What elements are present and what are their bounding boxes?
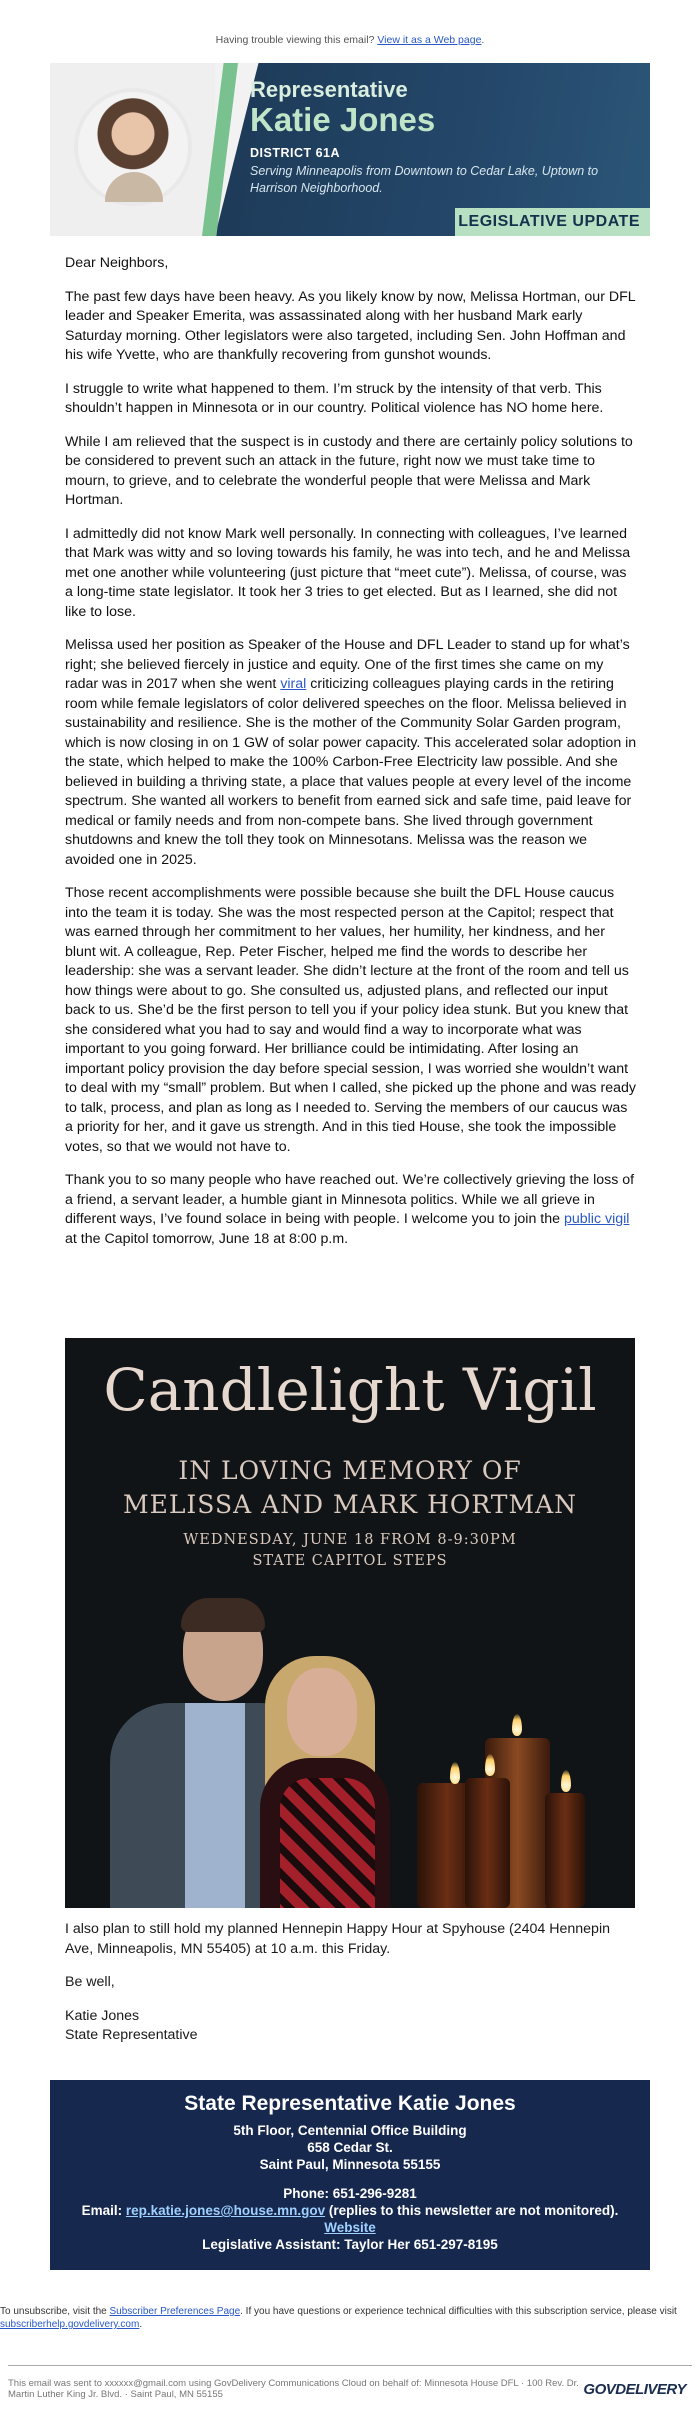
candle-2 bbox=[465, 1778, 510, 1908]
paragraph-2: I struggle to write what happened to them. I’m struck by the intensity of that verb. This shouldn’t happen in Minnesota or in our country. Political violence has NO home here. bbox=[65, 380, 604, 416]
unsub-text-b: . If you have questions or experience technical difficulties with this subscription service, please visit bbox=[240, 2306, 677, 2317]
flame-icon bbox=[450, 1762, 460, 1784]
banner-serving: Serving Minneapolis from Downtown to Cedar Lake, Uptown to Harrison Neighborhood. bbox=[250, 164, 599, 195]
poster-line-3: WEDNESDAY, JUNE 18 FROM 8-9:30PM bbox=[183, 1532, 517, 1548]
photo-woman-head bbox=[287, 1668, 357, 1756]
unsubscribe-note bbox=[0, 2305, 700, 2331]
contact-address-1: 5th Floor, Centennial Office Building bbox=[233, 2123, 467, 2138]
paragraph-3: While I am relieved that the suspect is in custody and there are certainly policy solutions to be considered to prevent such an attack in the future, right now we must take time to mourn, to grieve, and to celebrate the wonderful people that were Melissa and Mark Hortman. bbox=[65, 433, 633, 508]
poster-title: Candlelight Vigil bbox=[103, 1356, 597, 1424]
contact-website-line bbox=[50, 2219, 650, 2236]
web-view-link[interactable]: View it as a Web page bbox=[377, 34, 482, 46]
paragraph-1: The past few days have been heavy. As you likely know by now, Melissa Hortman, our DFL leader and Speaker Emerita, was assassinated along with her husband Mark early Saturday morning. Other legislators were also targeted, including Sen. John Hoffman and his wife Yvette, who are thankfully recovering from gunshot wounds. bbox=[65, 288, 636, 363]
govdelivery-logo[interactable]: GOVDELIVERY bbox=[583, 2381, 686, 2398]
header-banner bbox=[50, 63, 650, 236]
paragraph-5-start: Melissa used her position as Speaker of the House and DFL Leader to stand up for what’s right; she believed fiercely in justice and equity. One of the first times she came on my radar was in 2017 when she went bbox=[65, 637, 630, 692]
footer-divider bbox=[8, 2365, 692, 2366]
sent-to-note: This email was sent to xxxxxx@gmail.com using GovDelivery Communications Cloud on behalf of: Minnesota House DFL · 100 Rev. Dr. Martin Luther King Jr. Blvd. · Saint Paul, MN 55155 bbox=[8, 2378, 579, 2400]
contact-box bbox=[50, 2080, 650, 2270]
flame-icon bbox=[561, 1770, 571, 1792]
greeting: Dear Neighbors, bbox=[65, 255, 169, 271]
avatar bbox=[74, 88, 192, 206]
paragraph-5 bbox=[65, 636, 637, 870]
subscriber-help-link[interactable]: subscriberhelp.govdelivery.com bbox=[0, 2319, 140, 2330]
paragraph-4: I admittedly did not know Mark well personally. In connecting with colleagues, I’ve learned that Mark was witty and so loving towards his family, he was into tech, and he and Melissa met one another while volunteering (just picture that “meet cute”). Melissa, of course, was a long-time state legislator. It took her 3 tries to get elected. But as I learned, she did not like to lose. bbox=[65, 525, 631, 620]
poster-memory bbox=[65, 1454, 635, 1522]
banner-name: Katie Jones bbox=[250, 101, 436, 138]
poster-line-4: STATE CAPITOL STEPS bbox=[252, 1553, 448, 1569]
web-view-text: Having trouble viewing this email? bbox=[215, 34, 375, 46]
email-link[interactable]: rep.katie.jones@house.mn.gov bbox=[125, 2203, 326, 2218]
public-vigil-link[interactable]: public vigil bbox=[563, 1211, 630, 1227]
email-note: (replies to this newsletter are not monitored). bbox=[325, 2203, 619, 2218]
poster-line-2: MELISSA AND MARK HORTMAN bbox=[122, 1490, 578, 1519]
unsub-text-a: To unsubscribe, visit the bbox=[0, 2306, 110, 2317]
banner-legislative-update: LEGISLATIVE UPDATE bbox=[455, 208, 650, 236]
contact-address-3: Saint Paul, Minnesota 55155 bbox=[259, 2157, 441, 2172]
website-link[interactable]: Website bbox=[324, 2220, 376, 2235]
closing-section bbox=[65, 1920, 637, 2046]
poster-details bbox=[65, 1530, 635, 1572]
web-view-end: . bbox=[481, 34, 485, 46]
contact-assistant: Legislative Assistant: Taylor Her 651-297-8195 bbox=[202, 2237, 498, 2252]
flame-icon bbox=[512, 1714, 522, 1736]
unsub-text-c: . bbox=[139, 2319, 143, 2330]
paragraph-6: Those recent accomplishments were possible because she built the DFL House caucus into the team it is today. She was the most respected person at the Capitol; respect that was earned through her commitment to her values, her humility, her kindness, and her blunt wit. A colleague, Rep. Peter Fischer, helped me find the words to describe her leadership: she was a servant leader. She didn’t lecture at the front of the room and tell us how things were about to go. She consulted us, adjusted plans, and reflected our input back to us. She’d be the first person to tell you if your policy idea stunk. But you knew that she considered what you had to say and would find a way to incorporate what was important to you going forward. Her brilliance could be intimidating. After losing an important policy provision the day before special session, I was worried she wouldn’t want to deal with my “small” problem. But when I called, she picked up the phone and was ready to talk, process, and plan as long as I needed to. Serving the members of our caucus was a priority for her, and it gave us strength. And in this tied House, she took the impossible votes, so that we would not have to. bbox=[65, 885, 636, 1155]
contact-address-2: 658 Cedar St. bbox=[307, 2140, 393, 2155]
vigil-poster bbox=[65, 1338, 635, 1908]
signature-name: Katie Jones bbox=[65, 2007, 140, 2024]
candle-4 bbox=[545, 1793, 585, 1908]
contact-email-line bbox=[50, 2202, 650, 2219]
poster-line-1: IN LOVING MEMORY OF bbox=[178, 1456, 522, 1485]
photo-woman-dress bbox=[280, 1778, 375, 1908]
email-label: Email: bbox=[81, 2203, 126, 2218]
signature-title: State Representative bbox=[65, 2027, 198, 2043]
banner-district: DISTRICT 61A bbox=[250, 146, 341, 160]
banner-photo-area bbox=[50, 63, 215, 236]
signoff: Be well, bbox=[65, 1974, 115, 1990]
paragraph-8: I also plan to still hold my planned Hennepin Happy Hour at Spyhouse (2404 Hennepin Ave, Minneapolis, MN 55405) at 10 a.m. this Friday. bbox=[65, 1921, 610, 1957]
contact-phone: Phone: 651-296-9281 bbox=[283, 2186, 417, 2201]
photo-man-hair bbox=[181, 1598, 265, 1632]
letter-body bbox=[65, 254, 637, 1263]
web-view-note bbox=[0, 34, 700, 46]
paragraph-7-start: Thank you to so many people who have reached out. We’re collectively grieving the loss of a friend, a servant leader, a humble giant in Minnesota politics. While we all grieve in different ways, I’ve found solace in being with people. I welcome you to join the bbox=[65, 1172, 635, 1227]
paragraph-7-end: at the Capitol tomorrow, June 18 at 8:00 p.m. bbox=[65, 1230, 349, 1247]
viral-link[interactable]: viral bbox=[280, 676, 307, 692]
subscriber-preferences-link[interactable]: Subscriber Preferences Page bbox=[109, 2306, 241, 2317]
paragraph-7 bbox=[65, 1171, 637, 1249]
paragraph-5-end: criticizing colleagues playing cards in the retiring room while female legislators of color delivered speeches on the floor. Melissa believed in sustainability and resilience. She is the mother of the Community Solar Garden program, which is now closing in on 1 GW of solar power capacity. This accelerated solar adoption in the state, which helped to make the 100% Carbon-Free Electricity law possible. And she believed in building a thriving state, a place that values people at every level of the income spectrum. She wanted all workers to benefit from earned sick and safe time, paid leave for medical or family needs and from non-compete bans. She lived through government shutdowns and knew the toll they took on Minnesotans. Melissa was the reason we avoided one in 2025. bbox=[65, 676, 637, 868]
photo-man-shirt bbox=[185, 1703, 245, 1908]
contact-heading: State Representative Katie Jones bbox=[184, 2092, 516, 2115]
banner-rep-label: Representative bbox=[250, 77, 408, 102]
